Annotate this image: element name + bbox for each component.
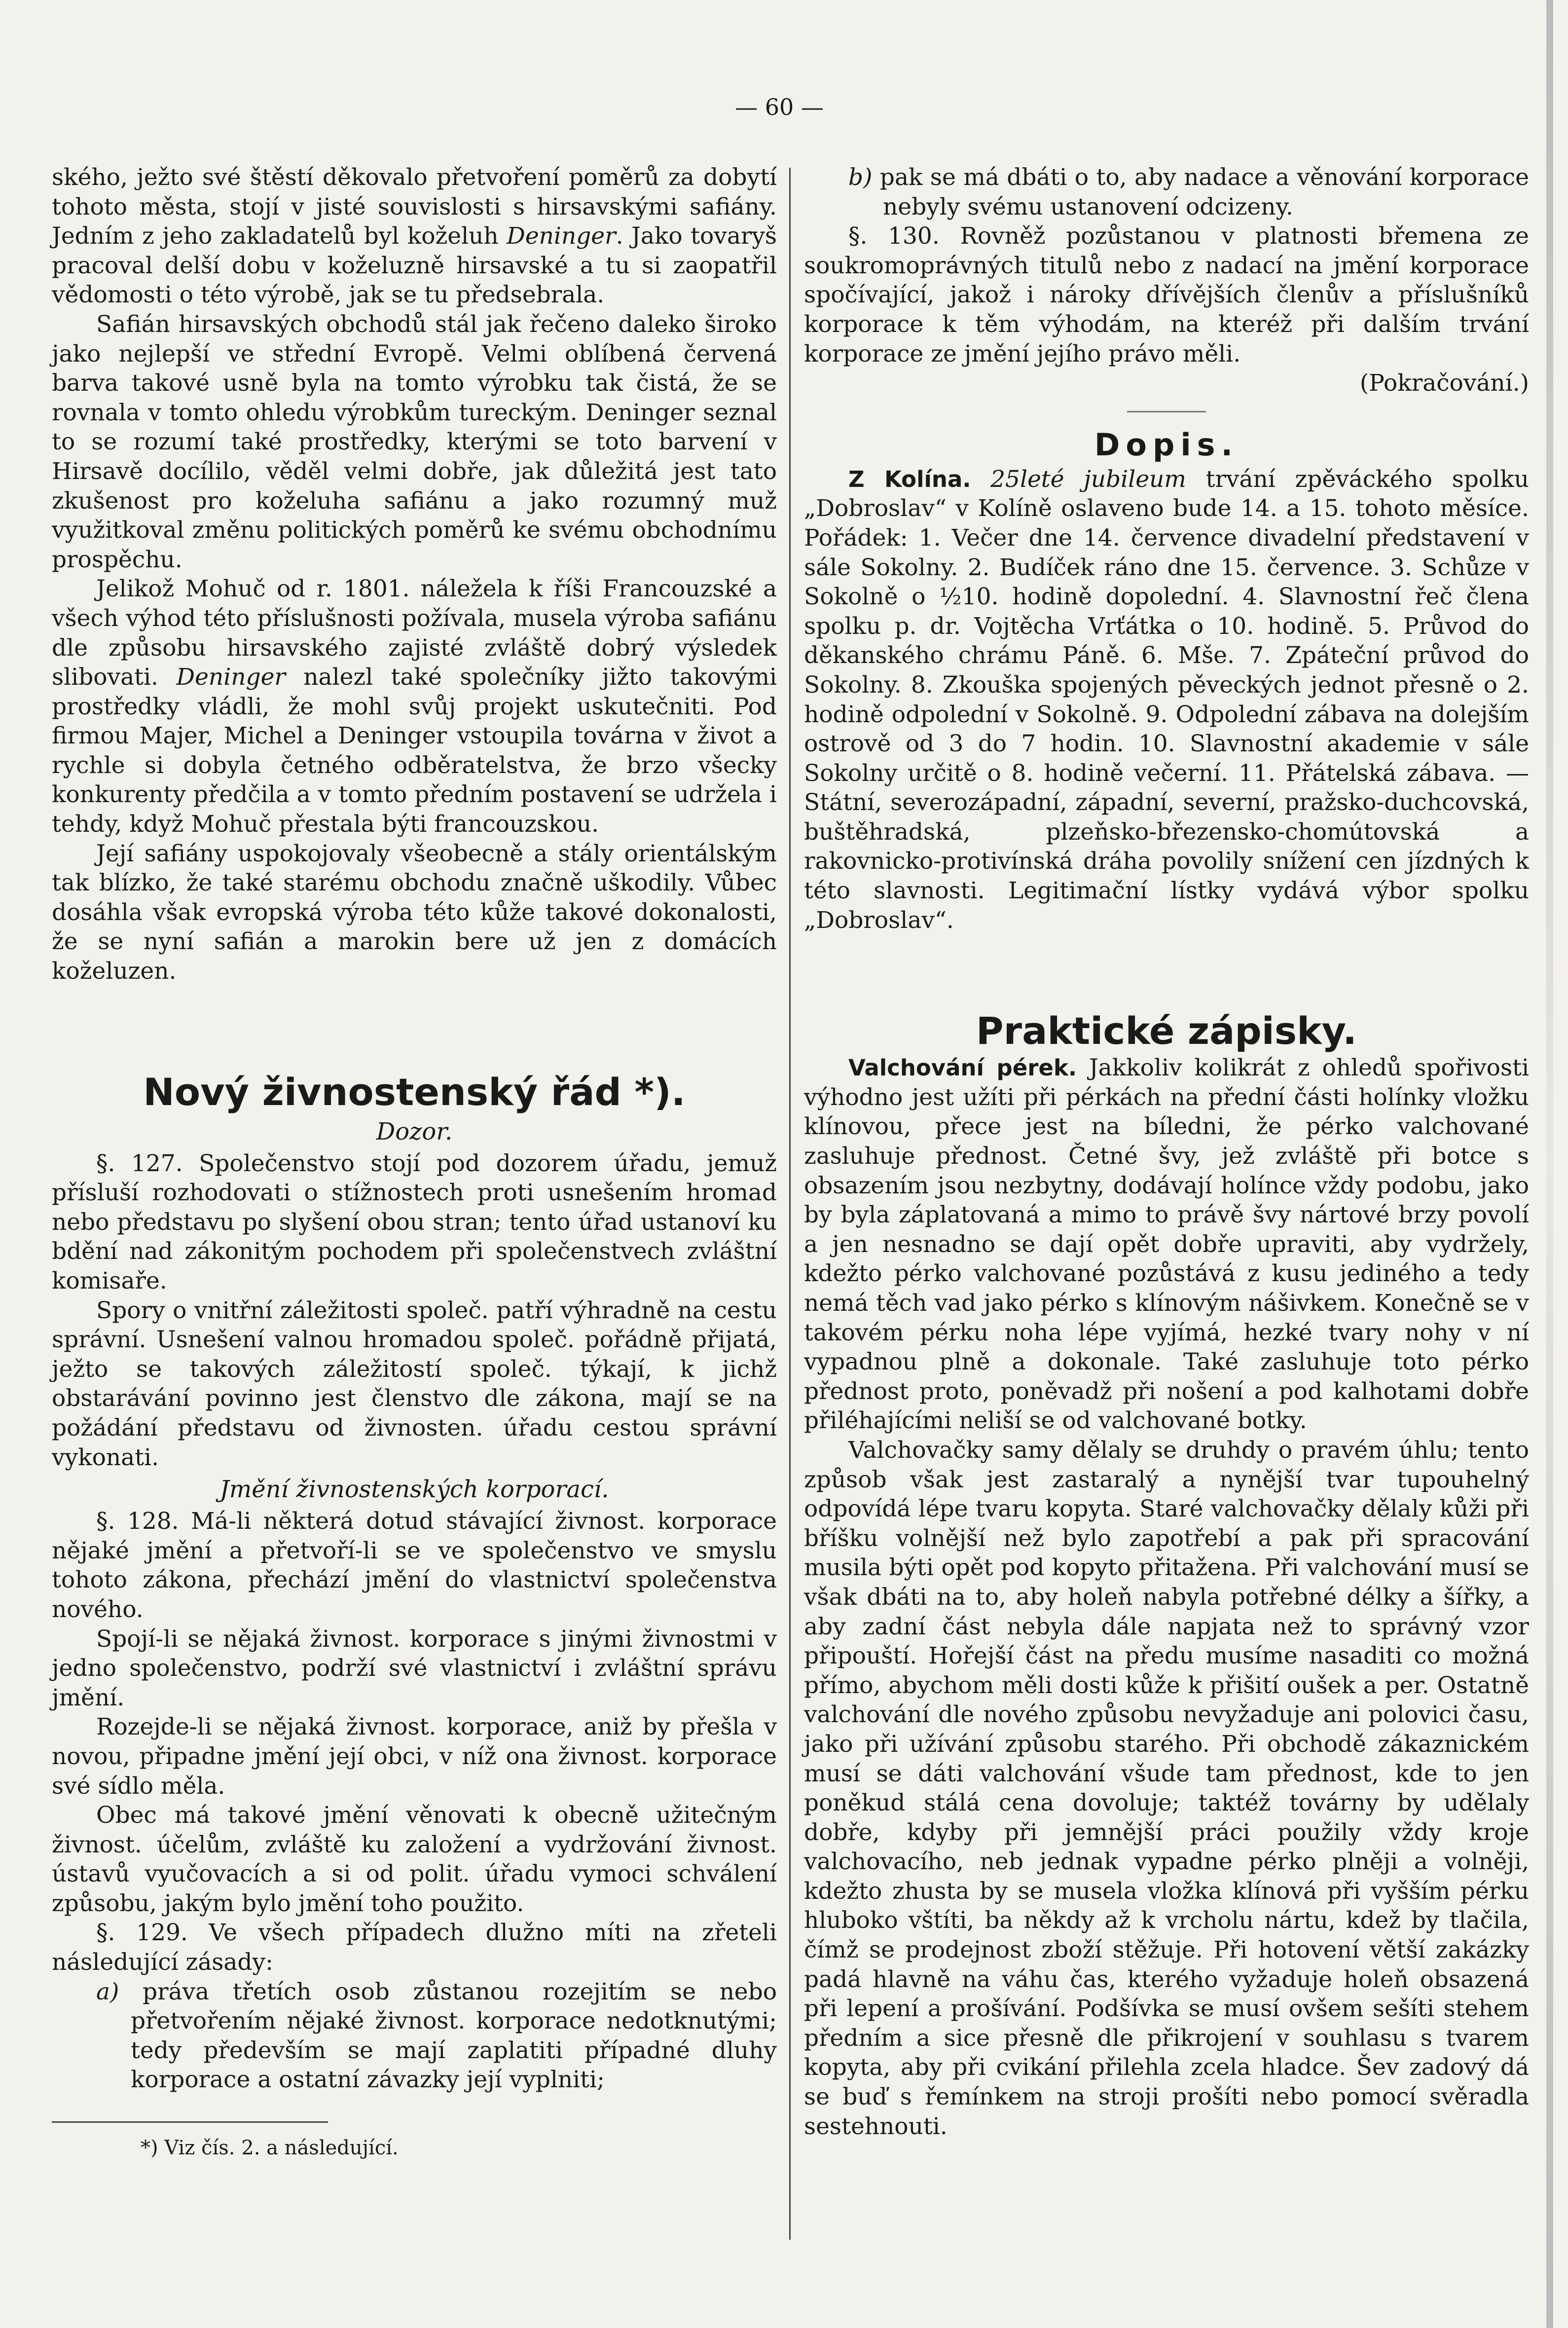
left-paragraph-4: Její safiány uspokojovaly všeobecně a stály orientálským tak blízko, že také starému obchodu značně uškodily. Vůbec dosáhla však evropská výroba této kůže takové dokonalosti, že se nyní safián a marokin bere už jen z domácích koželuzen. [52, 840, 777, 985]
section-128-merger: Spojí-li se nějaká živnost. korporace s jinými živnostmi v jedno společenstvo, podrží své vlastnictví i zvláštní správu jmění. [52, 1625, 777, 1711]
heading-practical-notes: Praktické zápisky. [976, 1009, 1357, 1053]
footnote: *) Viz čís. 2. a následující. [141, 2137, 399, 2160]
heading-letter: Dopis. [1094, 426, 1239, 463]
page-number: — 60 — [735, 94, 824, 120]
note-fulling-2: Valchovačky samy dělaly se druhdy o pravém úhlu; tento způsob však jest zastaralý a nynější tvar tupouhelný odpovídá lépe tvaru kopyta. Staré valchovačky dělaly kůži při bříšku volnější než bylo zapotřebí a pak při spracování musila býti opět pod kopyto přitažena. Při valchování musí se však dbáti na to, aby holeň nabyla potřebné délky a šířky, a aby zadní část nebyla dále napjata než to správný vzor připouští. Hořejší část na předu musíme nasaditi co možná přímo, abychom měli dosti kůže k přišití oušek a per. Ostatně valchování dle nového způsobu nevyžaduje ani polovici času, jako při užívání způsobu starého. Při obchodě zákaznickém musí se dáti valchování všude tam přednost, kde to jen poněkud stálá cena dovoluje; taktéž továrny by udělaly dobře, kdyby při jemnější práci použily vždy kroje valchovacího, neb jednak vypadne pérko plněji a volněji, kdežto zhusta by se musela vložka klínová při vyšším pérku hluboko vštíti, ba někdy až k vrcholu nártu, kdež by tlačila, čímž se prodejnost zboží stěžuje. Při hotovení větší zakázky padá hlavně na váhu čas, kterého vyžaduje holeň obsazená při lepení a prošívání. Podšívka se musí ovšem sešíti stehem předním a sice přesně dle přikrojení v souhlasu s tvarem kopyta, aby při cvikání přilehla zcela hladce. Šev zadový dá se buď s řemínkem na stroji prošíti nebo pomocí svěradla sestehnouti. [804, 1436, 1529, 2140]
section-129: §. 129. Ve všech případech dlužno míti na zřeteli následující zásady: [52, 1919, 777, 1976]
section-130: §. 130. Rovněž pozůstanou v platnosti břemena ze soukromoprávných titulů nebo z nadací na jmění korporace spočívající, jakož i nároky dřívějších členův a příslušníků korporace k těm výhodám, na kteréž při dalším trvání korporace ze jmění jejího právo měli. [804, 222, 1529, 368]
heading-trade-order: Nový živnostenský řád *). [143, 1070, 686, 1114]
footnote-rule [52, 2121, 328, 2123]
subheading-corporate-property: Jmění živnostenských korporací. [219, 1476, 609, 1504]
section-128: §. 128. Má-li některá dotud stávající živnost. korporace nějaké jmění a přetvoří-li se ve společenstvo ve smyslu tohoto zákona, přechází jmění do vlastnictví společenstva nového. [52, 1508, 777, 1623]
section-127: §. 127. Společenstvo stojí pod dozorem úřadu, jemuž přísluší rozhodovati o stížnostech proti usnešením hromad nebo představu po slyšení obou stran; tento úřad ustanoví ku bdění nad zákonitým pochodem při společenstvech zvláštní komisaře. [52, 1149, 777, 1294]
section-129-item-b: b) pak se má dbáti o to, aby nadace a věnování korporace nebyly svému ustanovení odcizeny. [848, 164, 1529, 221]
section-rule-1 [1127, 411, 1206, 412]
section-127-disputes: Spory o vnitřní záležitosti společ. patří výhradně na cestu správní. Usnešení valnou hromadou společ. pořádně přijatá, ježto se takových záležitostí společ. týkají, k jichž obstarávání povinno jest členstvo dle zákona, mají se na požádání představu od živnosten. úřadu cestou správní vykonati. [52, 1296, 777, 1471]
note-fulling-1: Valchování pérek. Jakkoliv kolikrát z ohledů spořivosti výhodno jest užíti při pérkách na přední části holínky vložku klínovou, přece jest na bíledni, že pérko valchované zasluhuje přednost. Četné švy, jež zvláště při botce s obsazením jsou nezbytny, dodávají holínce vždy podobu, jako by byla záplatovaná a mimo to právě švy nártové brzy povolí a jen nesnadno se dají opět dobře upraviti, aby vydržely, kdežto pérko valchované pozůstává z kusu jediného a tedy nemá těch vad jako pérko s klínovým nášivkem. Konečně se v takovém pérku noha lépe vyjímá, hezké tvary nohy v ní vypadnou plně a dokonale. Také zasluhuje toto pérko přednost proto, poněvadž při nošení a pod kalhotami dobře přiléhajícími neliší se od valchované botky. [804, 1054, 1530, 1435]
left-paragraph-1: ského, ježto své štěstí děkovalo přetvoření poměrů za dobytí tohoto města, stojí v jisté souvislosti s hirsavskými safiány. Jedním z jeho zakladatelů byl koželuh Deninger. Jako tovaryš pracoval delší dobu v koželuzně hirsavské a tu si zaopatřil vědomosti o této výrobě, jak se tu předsebrala. [52, 164, 777, 309]
left-column [52, 163, 777, 2160]
scan-edge-shadow [1546, 0, 1553, 2328]
left-paragraph-3: Jelikož Mohuč od r. 1801. náležela k říši Francouzské a všech výhod této příslušnosti požívala, musela výroba safiánu dle způsobu hirsavského zajisté zvláště dobrý výsledek slibovati. Deninger nalezl také společníky jižto takovými prostředky vládli, že mohl svůj projekt uskutečniti. Pod firmou Majer, Michel a Deninger vstoupila továrna v život a rychle si dobyla četného odběratelstva, že brzo všecky konkurenty předčila a v tomto předním postavení se udržela i tehdy, když Mohuč přestala býti francouzskou. [52, 575, 777, 838]
letter-kolin: Z Kolína. 25leté jubileum trvání zpěváckého spolku „Dobroslav“ v Kolíně oslaveno bude 14. a 15. tohoto měsíce. Pořádek: 1. Večer dne 14. července divadelní představení v sále Sokolny. 2. Budíček ráno dne 15. července. 3. Schůze v Sokolně o ½10. hodině dopolední. 4. Slavnostní řeč člena spolku p. dr. Vojtěcha Vrťátka o 10. hodině. 5. Průvod do děkanského chrámu Páně. 6. Mše. 7. Zpáteční průvod do Sokolny. 8. Zkouška spojených pěveckých jednot přesně o 2. hodině odpolední v Sokolně. 9. Odpolední zábava na dolejším ostrově od 3 do 7 hodin. 10. Slavnostní akademie v sále Sokolny určitě o 8. hodině večerní. 11. Přátelská zábava. — Státní, severozápadní, západní, severní, pražsko-duchcovská, buštěhradská, plzeňsko-březensko-chomútovská a rakovnicko-protivínská dráha povolily snížení cen jízdných k této slavnosti. Legitimační lístky vydává výbor spolku „Dobroslav“. [804, 465, 1529, 934]
section-128-municipality: Obec má takové jmění věnovati k obecně užitečným živnost. účelům, zvláště ku založení a vydržování živnost. ústavů vyučovacích a si od polit. úřadu vymoci schválení způsobu, jakým bylo jmění toho použito. [52, 1802, 777, 1917]
continued-note: (Pokračování.) [1359, 370, 1529, 397]
left-paragraph-2: Safián hirsavských obchodů stál jak řečeno daleko široko jako nejlepší ve střední Evropě. Velmi oblíbená červená barva takové usně byla na tomto výrobku tak čistá, že se rovnala v tomto ohledu výrobkům tureckým. Deninger seznal to se rozumí také prostředky, kterými se toto barvení v Hirsavě docílilo, věděl velmi dobře, jak důležitá jest tato zkušenost pro koželuha safiánu a jako rozumný muž využitkoval změnu politických poměrů ke svému obchodnímu prospěchu. [52, 310, 777, 573]
section-129-item-a: a) práva třetích osob zůstanou rozejitím se nebo přetvořením nějaké živnost. korporace nedotknutými; tedy především se mají zaplatiti případné dluhy korporace a ostatní závazky její vyplniti; [96, 1978, 777, 2094]
subheading-supervision: Dozor. [376, 1117, 453, 1146]
section-128-dissolution: Rozejde-li se nějaká živnost. korporace, aniž by přešla v novou, připadne jmění její obci, v níž ona živnost. korporace své sídlo měla. [52, 1713, 777, 1800]
column-divider [789, 168, 791, 2240]
right-column [804, 163, 1529, 2141]
